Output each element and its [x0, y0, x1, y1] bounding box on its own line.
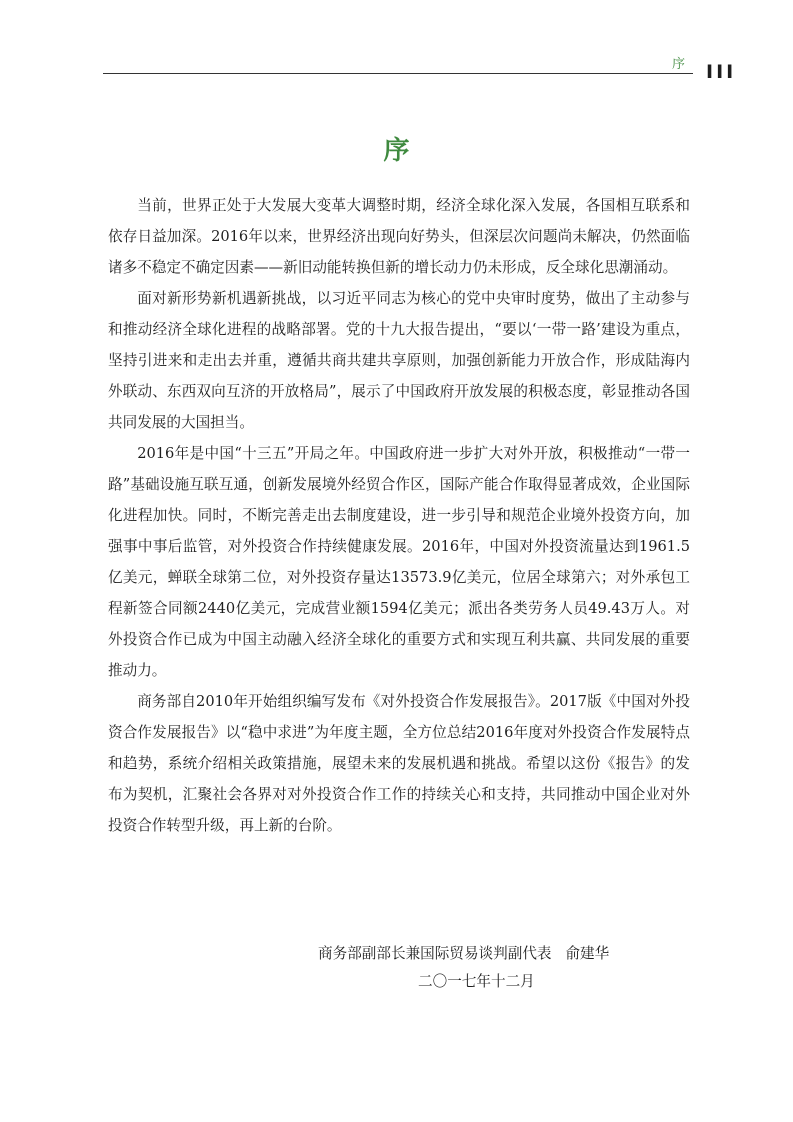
paragraph-1: 当前，世界正处于大发展大变革大调整时期，经济全球化深入发展，各国相互联系和依存日益加深。2016年以来，世界经济出现向好势头，但深层次问题尚未解决，仍然面临诸多不稳定不确定因素——新旧动能转换但新的增长动力仍未形成，反全球化思潮涌动。: [108, 197, 690, 276]
paragraph-2: 面对新形势新机遇新挑战，以习近平同志为核心的党中央审时度势，做出了主动参与和推动经济全球化进程的战略部署。党的十九大报告提出，“要以‘一带一路’建设为重点，坚持引进来和走出去并重，遵循共商共建共享原则，加强创新能力开放合作，形成陆海内外联动、东西双向互济的开放格局”，展示了中国政府开放发展的积极态度，彰显推动各国共同发展的大国担当。: [108, 290, 690, 431]
paragraph-4: 商务部自2010年开始组织编写发布《对外投资合作发展报告》。2017版《中国对外投资合作发展报告》以“稳中求进”为年度主题，全方位总结2016年度对外投资合作发展特点和趋势，系统介绍相关政策措施，展望未来的发展机遇和挑战。希望以这份《报告》的发布为契机，汇聚社会各界对对外投资合作工作的持续关心和支持，共同推动中国企业对外投资合作转型升级，再上新的台阶。: [108, 693, 690, 834]
preface-body: [108, 190, 690, 841]
signer-name: 俞建华: [565, 945, 610, 962]
signature-line: [318, 943, 609, 965]
signer-title: 商务部副部长兼国际贸易谈判副代表: [318, 945, 552, 962]
header-divider: [103, 73, 693, 74]
page-number: III: [706, 61, 737, 83]
paragraph-3: 2016年是中国“十三五”开局之年。中国政府进一步扩大对外开放，积极推动“一带一路”基础设施互联互通，创新发展境外经贸合作区，国际产能合作取得显著成效，企业国际化进程加快。同时，不断完善走出去制度建设，进一步引导和规范企业境外投资方向，加强事中事后监管，对外投资合作持续健康发展。2016年，中国对外投资流量达到1961.5亿美元，蝉联全球第二位，对外投资存量达13573.9亿美元，位居全球第六；对外承包工程新签合同额2440亿美元，完成营业额1594亿美元；派出各类劳务人员49.43万人。对外投资合作已成为中国主动融入经济全球化的重要方式和实现互利共赢、共同发展的重要推动力。: [108, 445, 690, 679]
signature-date: 二〇一七年十二月: [418, 973, 535, 990]
page-title: 序: [383, 136, 410, 166]
running-header-section: 序: [672, 57, 686, 72]
